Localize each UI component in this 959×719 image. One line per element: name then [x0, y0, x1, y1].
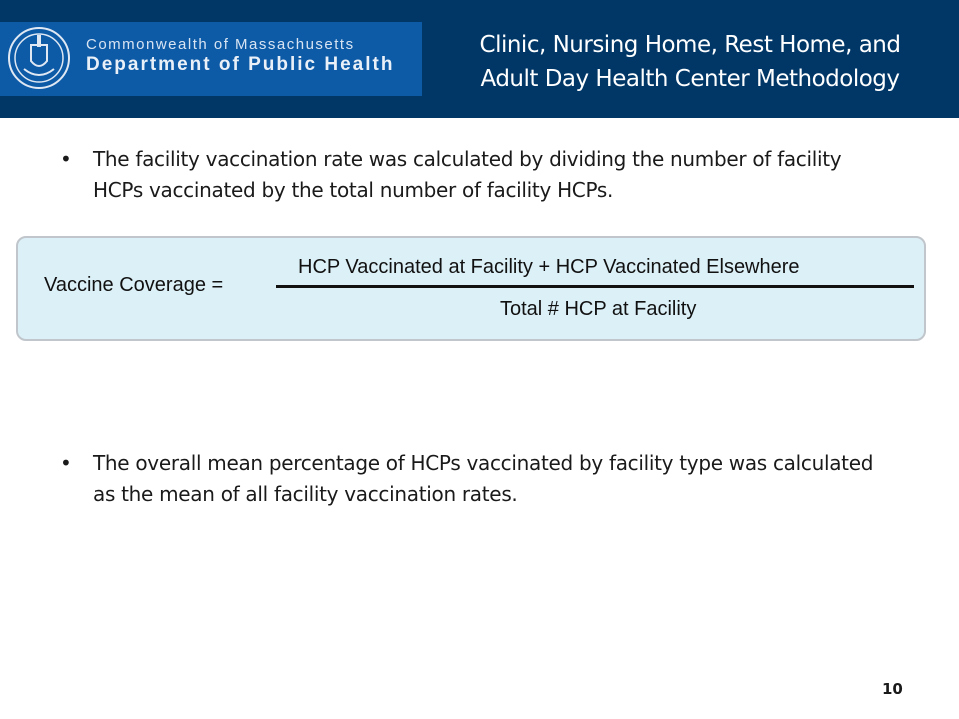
bullet-text: The overall mean percentage of HCPs vaccinated by facility type was calculated as the mean of all facility vaccination rates. [93, 451, 874, 506]
page-number: 10 [882, 680, 903, 698]
fraction-line [276, 285, 914, 288]
header-bar [0, 0, 959, 118]
bullet-marker: • [60, 147, 72, 171]
logo-line2: Department of Public Health [86, 54, 395, 75]
bullet-item-1 [60, 144, 880, 206]
seal-icon [6, 25, 72, 91]
bullet-marker: • [60, 451, 72, 475]
formula-box [16, 236, 926, 341]
title-line2: Adult Day Health Center Methodology [480, 66, 900, 92]
bullet-item-2 [60, 448, 880, 510]
formula-numerator: HCP Vaccinated at Facility + HCP Vaccinated Elsewhere [298, 256, 800, 278]
slide-title [440, 28, 940, 96]
formula-denominator: Total # HCP at Facility [500, 298, 697, 320]
bullet-text: The facility vaccination rate was calculated by dividing the number of facility HCPs vaccinated by the total number of facility HCPs. [93, 147, 842, 202]
logo-line1: Commonwealth of Massachusetts [86, 36, 355, 53]
dph-logo [0, 22, 422, 96]
title-line1: Clinic, Nursing Home, Rest Home, and [479, 32, 901, 58]
formula-label: Vaccine Coverage = [44, 274, 224, 296]
